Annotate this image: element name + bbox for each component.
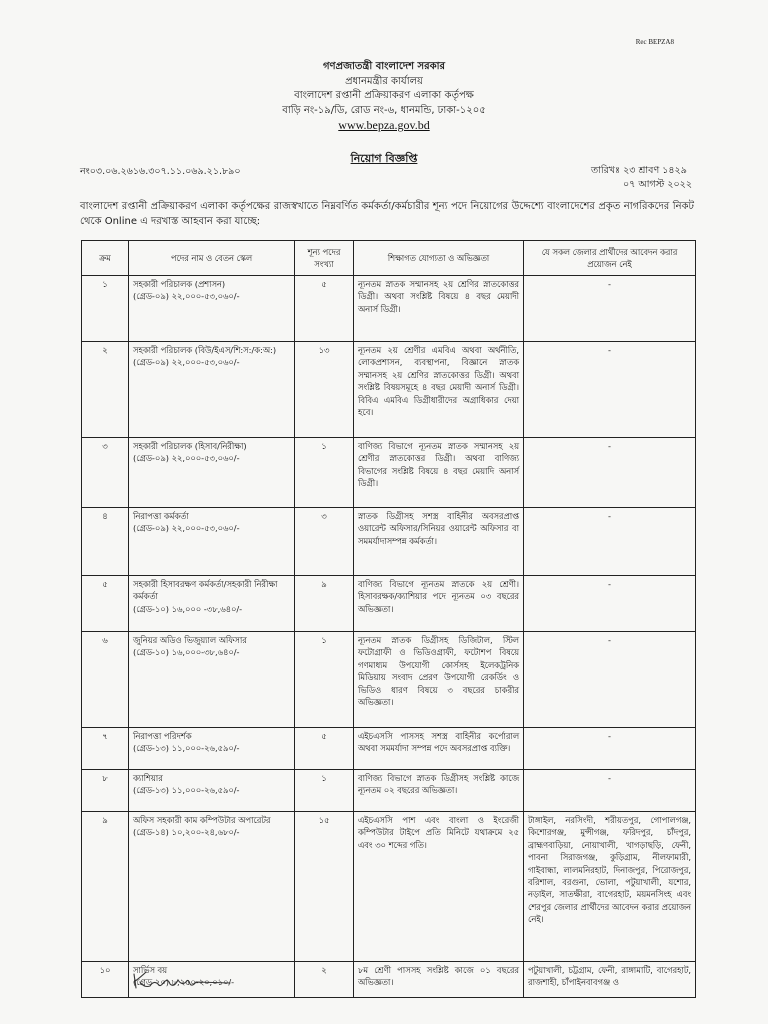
row-qualification: ৮ম শ্রেণী পাসসহ সংশ্লিষ্ট কাজে ০১ বছরের অভিজ্ঞতা। <box>354 962 524 998</box>
col-header-qualification: শিক্ষাগত যোগ্যতা ও অভিজ্ঞতা <box>354 241 524 276</box>
col-header-count: শূন্য পদের সংখ্যা <box>295 241 354 276</box>
row-qualification: ন্যূনতম স্নাতক ডিগ্রীসহ ডিজিটাল, স্টিল ফটোগ্রাফী ও ভিডিওগ্রাফী, ফটোশপ বিষয়ে গণমাধ্যম উপযোগী কোর্সসহ ইলেকট্রনিক মিডিয়ায় সংবাদ প্রেরণ উপযোগী রেকর্ডিং ও ভিডিও ধারণ বিষয়ে ৩ বছরের চাকরীর অভিজ্ঞতা। <box>354 632 524 728</box>
row-qualification: এইচএসসি পাসসহ সশস্ত্র বাহিনীর কর্পোরাল অথবা সমমর্যাদা সম্পন্ন পদে অবসরপ্রাপ্ত ব্যক্তি। <box>354 728 524 770</box>
post-name: জুনিয়র অডিও ভিজুয়্যাল অফিসার <box>133 635 247 645</box>
date-bangla: তারিখঃ ২৩ শ্রাবণ ১৪২৯ <box>590 165 687 176</box>
date-block <box>591 164 692 192</box>
row-districts: - <box>524 438 696 508</box>
website-link[interactable]: www.bepza.gov.bd <box>338 118 430 133</box>
table-row <box>82 508 696 576</box>
row-serial: ৪ <box>82 508 129 576</box>
notice-title: নিয়োগ বিজ্ঞপ্তি <box>350 152 418 165</box>
post-grade: (গ্রেড-১০) ১৬,০০০ -৩৮,৬৪০/- <box>133 603 243 614</box>
row-count: ১৫ <box>295 812 354 962</box>
row-districts: - <box>524 728 696 770</box>
memo-number: নং০৩.০৬.২৬১৬.৩০৭.১১.০৬৯.২১.৮৯০ <box>80 166 241 177</box>
table-row <box>82 576 696 632</box>
post-grade: (গ্রেড-১৪) ১০,২০০-২৪,৬৮০/- <box>133 827 240 838</box>
row-post <box>129 632 295 728</box>
row-qualification: ন্যূনতম স্নাতক সম্মানসহ ২য় শ্রেণির স্নাতকোত্তর ডিগ্রী। অথবা সংশ্লিষ্ট বিষয়ে ৪ বছর মেয়াদী অনার্স ডিগ্রী। <box>354 276 524 342</box>
row-post <box>129 342 295 438</box>
row-districts: - <box>524 770 696 812</box>
date-english: ০৭ আগস্ট ২০২২ <box>622 179 692 190</box>
table-header-row <box>82 241 696 276</box>
office-name: প্রধানমন্ত্রীর কার্যালয় <box>345 75 423 87</box>
table-row <box>82 812 696 962</box>
post-name: সহকারী হিসাবরক্ষণ কর্মকর্তা/সহকারী নিরীক্ষা কর্মকর্তা <box>133 579 278 602</box>
row-count: ১ <box>295 632 354 728</box>
row-districts: - <box>524 342 696 438</box>
col-header-post: পদের নাম ও বেতন স্কেল <box>129 241 295 276</box>
table-row <box>82 632 696 728</box>
row-qualification: বাণিজ্য বিভাগে স্নাতক ডিগ্রীসহ সংশ্লিষ্ট কাজে ন্যূনতম ০২ বছরের অভিজ্ঞতা। <box>354 770 524 812</box>
vacancy-table <box>81 240 696 998</box>
post-grade: (গ্রেড-০৯) ২২,০০০-৫৩,০৬০/- <box>133 523 240 534</box>
row-count: ৯ <box>295 576 354 632</box>
row-serial: ৯ <box>82 812 129 962</box>
row-districts: - <box>524 508 696 576</box>
table-row <box>82 276 696 342</box>
row-serial: ৩ <box>82 438 129 508</box>
post-name: অফিস সহকারী কাম কম্পিউটার অপারেটর <box>133 815 271 825</box>
row-post <box>129 812 295 962</box>
row-count: ৫ <box>295 728 354 770</box>
col-header-districts: যে সকল জেলার প্রার্থীদের আবেদন করার প্রয়োজন নেই <box>524 241 696 276</box>
row-post <box>129 576 295 632</box>
authority-name: বাংলাদেশ রপ্তানী প্রক্রিয়াকরণ এলাকা কর্তৃপক্ষ <box>294 90 474 102</box>
row-qualification: এইচএসসি পাশ এবং বাংলা ও ইংরেজী কম্পিউটার টাইপে প্রতি মিনিটে যথাক্রমে ২৫ এবং ৩০ শব্দের গতি। <box>354 812 524 962</box>
row-serial: ৭ <box>82 728 129 770</box>
post-name: সহকারী পরিচালক (হিসাব/নিরীক্ষা) <box>133 441 247 451</box>
row-serial: ২ <box>82 342 129 438</box>
post-grade: (গ্রেড-০৯) ২২,০০০-৫৩,০৬০/- <box>133 291 240 302</box>
row-count: ১৩ <box>295 342 354 438</box>
row-serial: ৫ <box>82 576 129 632</box>
post-grade: (গ্রেড-১০) ১৬,০০০-৩৮,৬৪০/- <box>133 647 240 658</box>
row-districts: - <box>524 276 696 342</box>
row-count: ২ <box>295 962 354 998</box>
govt-title: গণপ্রজাতন্ত্রী বাংলাদেশ সরকার <box>323 61 445 72</box>
row-qualification: স্নাতক ডিগ্রীসহ সশস্ত্র বাহিনীর অবসরপ্রাপ্ত ওয়ারেন্ট অফিসার/সিনিয়র ওয়ারেন্ট অফিসার বা সমমর্যাদাসম্পন্ন কর্মকর্তা। <box>354 508 524 576</box>
row-qualification: বাণিজ্য বিভাগে ন্যূনতম স্নাতক সম্মানসহ ২য় শ্রেণীর স্নাতকোত্তর ডিগ্রী। অথবা বাণিজ্য বিভাগের সংশ্লিষ্ট বিষয়ে ৪ বছর মেয়াদি অনার্স ডিগ্রী। <box>354 438 524 508</box>
post-grade: (গ্রেড-২০) ৮,২৫০-২০,০১০/- <box>133 977 235 988</box>
address: বাড়ি নং-১৯/ডি, রোড নং-৬, ধানমন্ডি, ঢাকা-১২০৫ <box>282 104 486 116</box>
signature <box>130 964 240 994</box>
post-name: সহকারী পরিচালক (বিউ/ইএস/শি:স:/ক:অ:) <box>133 345 277 355</box>
post-name: নিরাপত্তা পরিদর্শক <box>133 731 192 741</box>
post-grade: (গ্রেড-০৯) ২২,০০০-৫৩,০৬০/- <box>133 357 240 368</box>
row-serial: ১০ <box>82 962 129 998</box>
row-count: ১ <box>295 438 354 508</box>
row-qualification: ন্যূনতম ২য় শ্রেণীর এমবিএ অথবা অর্থনীতি, লোকপ্রশাসন, ব্যবস্থাপনা, বিজ্ঞানে স্নাতক সম্মানসহ ২য় শ্রেণির স্নাতকোত্তর ডিগ্রী। অথবা সংশ্লিষ্ট বিষয়সমূহে ৪ বছর মেয়াদী অনার্স ডিগ্রী। বিবিএ এমবিএ ডিগ্রীধারীদের অগ্রাধিকার দেয়া হবে। <box>354 342 524 438</box>
row-post <box>129 728 295 770</box>
row-serial: ৬ <box>82 632 129 728</box>
post-name: নিরাপত্তা কর্মকর্তা <box>133 511 189 521</box>
row-districts: পটুয়াখালী, চট্টগ্রাম, ফেনী, রাঙ্গামাটি, বাগেরহাট, রাজশাহী, চাঁপাইনবাবগঞ্জ ও <box>524 962 696 998</box>
row-districts: - <box>524 632 696 728</box>
post-name: ক্যাশিয়ার <box>133 773 163 783</box>
row-count: ৫ <box>295 276 354 342</box>
row-serial: ১ <box>82 276 129 342</box>
post-name: সার্ভিস বয় <box>133 965 168 975</box>
table-row <box>82 770 696 812</box>
post-grade: (গ্রেড-০৯) ২২,০০০-৫৩,০৬০/- <box>133 453 240 464</box>
table-row <box>82 438 696 508</box>
post-grade: (গ্রেড-১৩) ১১,০০০-২৬,৫৯০/- <box>133 743 240 754</box>
row-districts: টাঙ্গাইল, নরসিংদী, শরীয়তপুর, গোপালগঞ্জ, কিশোরগঞ্জ, মুন্সীগঞ্জ, ফরিদপুর, চাঁদপুর, ব্রাহ্মণবাড়িয়া, নোয়াখালী, খাগড়াছড়ি, ফেনী, পাবনা সিরাজগঞ্জ, কুড়িগ্রাম, নীলফামারী, গাইবান্ধা, লালমনিরহাট, দিনাজপুর, পিরোজপুর, বরিশাল, বরগুনা, ভোলা, পটুয়াখালী, যশোর, নড়াইল, সাতক্ষীরা, বাগেরহাট, ময়মনসিংহ এবং শেরপুর জেলার প্রার্থীদের আবেদন করার প্রয়োজন নেই। <box>524 812 696 962</box>
row-qualification: বাণিজ্য বিভাগে ন্যূনতম স্নাতকে ২য় শ্রেণী। হিসাবরক্ষক/ক্যাশিয়ার পদে ন্যূনতম ০৩ বছরের অভিজ্ঞতা। <box>354 576 524 632</box>
col-header-serial: ক্রম <box>82 241 129 276</box>
post-name: সহকারী পরিচালক (প্রশাসন) <box>133 279 226 289</box>
row-districts: - <box>524 576 696 632</box>
row-serial: ৮ <box>82 770 129 812</box>
intro-paragraph: বাংলাদেশ রপ্তানী প্রক্রিয়াকরণ এলাকা কর্তৃপক্ষের রাজস্বখাতে নিম্নবর্ণিত কর্মকর্তা/কর্মচারীর শূন্য পদে নিয়োগের উদ্দেশ্যে বাংলাদেশের প্রকৃত নাগরিকদের নিকট থেকে Online এ দরখাস্ত আহবান করা যাচ্ছে: <box>80 201 694 227</box>
row-count: ১ <box>295 770 354 812</box>
row-post <box>129 770 295 812</box>
post-grade: (গ্রেড-১৩) ১১,০০০-২৬,৫৯০/- <box>133 785 240 796</box>
letterhead <box>0 60 768 133</box>
row-post <box>129 276 295 342</box>
reference-code: Rec BEPZA8 <box>635 38 674 46</box>
table-row <box>82 342 696 438</box>
table-row <box>82 728 696 770</box>
row-post <box>129 508 295 576</box>
row-count: ৩ <box>295 508 354 576</box>
row-post <box>129 438 295 508</box>
